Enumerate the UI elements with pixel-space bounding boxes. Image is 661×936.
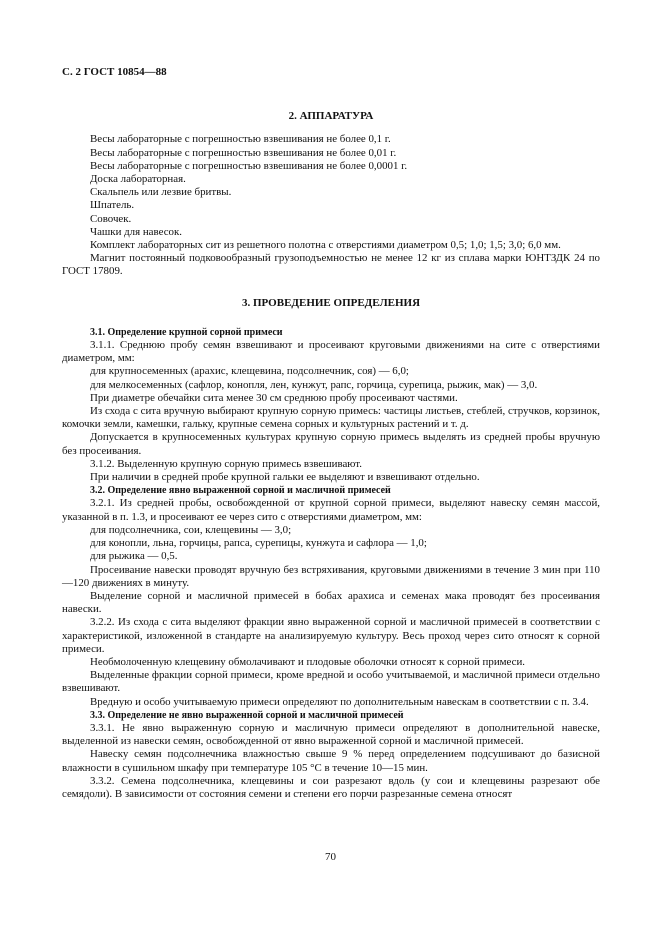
- body-paragraph: Необмолоченную клещевину обмолачивают и плодовые оболочки относят к сорной примеси.: [90, 655, 526, 668]
- list-item: для рыжика — 0,5.: [90, 550, 178, 563]
- body-paragraph: 3.3.1. Не явно выраженную сорную и масличную примеси определяют в дополнительной навеске, выделенной из навески семян, освобожденной от явно выраженной сорной и масличной примесей.: [62, 721, 600, 748]
- body-paragraph: 3.2.1. Из средней пробы, освобожденной от крупной сорной примеси, выделяют навеску семян массой, указанной в п. 1.3, и просеивают ее через сито с отверстиями диаметром, мм:: [62, 497, 600, 523]
- body-paragraph: Допускается в крупносеменных культурах крупную сорную примесь выделять из средней пробы вручную без просеивания.: [62, 431, 600, 457]
- body-paragraph: Навеску семян подсолнечника влажностью свыше 9 % перед определением подсушивают до базисной влажности в сушильном шкафу при температуре 105 °С в течение 10—15 мин.: [62, 748, 600, 774]
- apparatus-item: Шпатель.: [90, 199, 135, 212]
- apparatus-item: Весы лабораторные с погрешностью взвешивания не более 0,0001 г.: [90, 159, 408, 172]
- body-paragraph: 3.1.1. Среднюю пробу семян взвешивают и просеивают круговыми движениями на сите с отверстиями диаметром, мм:: [62, 339, 600, 365]
- list-item: для мелкосеменных (сафлор, конопля, лен, кунжут, рапс, горчица, сурепица, рыжик, мак) — 3,0.: [90, 378, 538, 391]
- list-item: для крупносеменных (арахис, клещевина, подсолнечник, соя) — 6,0;: [90, 365, 409, 378]
- body-paragraph: 3.2.2. Из схода с сита выделяют фракции явно выраженной сорной и масличной примесей в соответствии с характеристикой, изложенной в стандарте на анализируемую культуру. Весь проход через сито относят к сорной примеси.: [62, 616, 600, 655]
- body-paragraph: Из схода с сита вручную выбирают крупную сорную примесь: частицы листьев, стеблей, стручков, корзинок, комочки земли, камешки, гальку, крупные семена сорных и культурных растений и т. д.: [62, 405, 600, 431]
- list-item: для подсолнечника, сои, клещевины — 3,0;: [90, 523, 292, 536]
- apparatus-item: Доска лабораторная.: [90, 173, 186, 186]
- body-paragraph: При наличии в средней пробе крупной гальки ее выделяют и взвешивают отдельно.: [90, 471, 480, 484]
- body-paragraph: 3.1.2. Выделенную крупную сорную примесь взвешивают.: [90, 457, 362, 470]
- subsection-heading: 3.3. Определение не явно выраженной сорной и масличной примесей: [90, 709, 404, 721]
- apparatus-item: Весы лабораторные с погрешностью взвешивания не более 0,1 г.: [90, 133, 391, 146]
- apparatus-item: Чашки для навесок.: [90, 225, 182, 238]
- subsection-heading: 3.1. Определение крупной сорной примеси: [90, 326, 283, 338]
- body-paragraph: Вредную и особо учитываемую примеси определяют по дополнительным навескам в соответствии с п. 3.4.: [90, 695, 589, 708]
- page-number: 70: [325, 851, 336, 863]
- apparatus-item: Магнит постоянный подковообразный грузоподъемностью не менее 12 кг из сплава марки ЮНТЗДК 24 по ГОСТ 17809.: [62, 252, 600, 278]
- apparatus-item: Весы лабораторные с погрешностью взвешивания не более 0,01 г.: [90, 146, 397, 159]
- apparatus-item: Скальпель или лезвие бритвы.: [90, 186, 232, 199]
- body-paragraph: 3.3.2. Семена подсолнечника, клещевины и сои разрезают вдоль (у сои и клещевины разрезают обе семядоли). В зависимости от состояния семени и степени его порчи разрезанные семена относят: [62, 774, 600, 800]
- running-head: С. 2 ГОСТ 10854—88: [62, 66, 167, 78]
- section-3-body: [62, 326, 600, 801]
- body-paragraph: При диаметре обечайки сита менее 30 см среднюю пробу просеивают частями.: [90, 391, 458, 404]
- section-2-title: 2. АППАРАТУРА: [288, 110, 374, 123]
- section-3-title: 3. ПРОВЕДЕНИЕ ОПРЕДЕЛЕНИЯ: [241, 296, 421, 309]
- body-paragraph: Выделение сорной и масличной примесей в бобах арахиса и семенах мака проводят без просеивания навески.: [62, 589, 600, 616]
- apparatus-list: [62, 133, 600, 278]
- apparatus-item: Комплект лабораторных сит из решетного полотна с отверстиями диаметром 0,5; 1,0; 1,5; 3,0; 6,0 мм.: [90, 239, 561, 252]
- subsection-heading: 3.2. Определение явно выраженной сорной и масличной примесей: [90, 485, 391, 497]
- list-item: для конопли, льна, горчицы, рапса, сурепицы, кунжута и сафлора — 1,0;: [90, 537, 427, 550]
- document-page: [62, 66, 600, 801]
- body-paragraph: Выделенные фракции сорной примеси, кроме вредной и особо учитываемой, и масличной примеси отдельно взвешивают.: [62, 669, 600, 695]
- body-paragraph: Просеивание навески проводят вручную без встряхивания, круговыми движениями в течение 3 мин при 110—120 движениях в минуту.: [62, 563, 600, 589]
- apparatus-item: Совочек.: [90, 212, 132, 225]
